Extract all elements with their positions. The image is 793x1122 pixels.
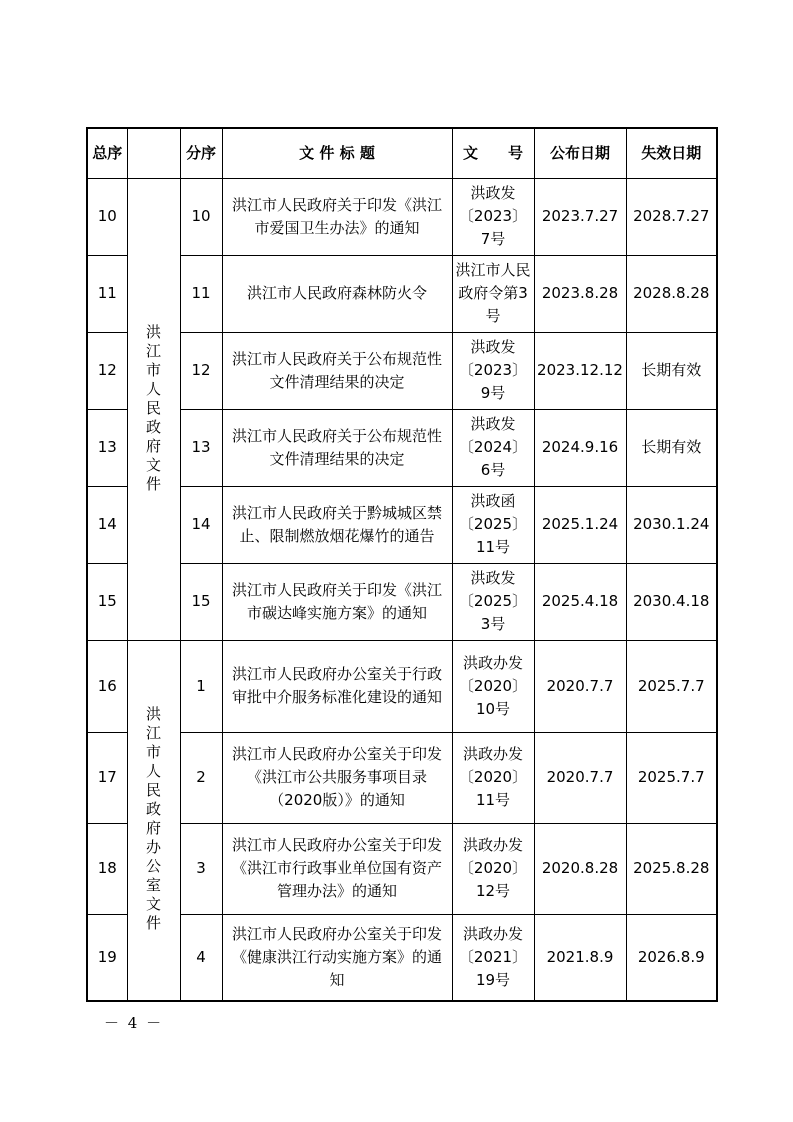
cell-sub: 10: [180, 178, 222, 255]
cell-sub: 1: [180, 640, 222, 732]
cell-sub: 4: [180, 914, 222, 1001]
table-row: [87, 486, 717, 563]
cell-total: 12: [87, 332, 127, 409]
cell-doc-no: 洪政办发〔2021〕19号: [452, 914, 534, 1001]
cell-doc-no: 洪政函〔2025〕11号: [452, 486, 534, 563]
table-header-row: [87, 128, 717, 178]
cell-sub: 13: [180, 409, 222, 486]
cell-sub: 14: [180, 486, 222, 563]
group-cell-office-docs: [127, 640, 180, 1001]
header-expiry-date: 失效日期: [626, 128, 717, 178]
cell-title: 洪江市人民政府办公室关于印发《洪江市行政事业单位国有资产管理办法》的通知: [222, 823, 452, 914]
cell-sub: 12: [180, 332, 222, 409]
cell-publish: 2023.7.27: [534, 178, 626, 255]
cell-publish: 2020.7.7: [534, 732, 626, 823]
cell-total: 17: [87, 732, 127, 823]
cell-title: 洪江市人民政府办公室关于行政审批中介服务标准化建设的通知: [222, 640, 452, 732]
cell-title: 洪江市人民政府办公室关于印发《健康洪江行动实施方案》的通知: [222, 914, 452, 1001]
cell-total: 18: [87, 823, 127, 914]
table-row: [87, 409, 717, 486]
page-number: － 4 －: [104, 1014, 164, 1032]
cell-publish: 2023.12.12: [534, 332, 626, 409]
cell-total: 14: [87, 486, 127, 563]
cell-title: 洪江市人民政府关于印发《洪江市爱国卫生办法》的通知: [222, 178, 452, 255]
cell-expiry: 长期有效: [626, 332, 717, 409]
cell-total: 15: [87, 563, 127, 640]
header-doc-no: 文 号: [452, 128, 534, 178]
cell-doc-no: 洪政办发〔2020〕12号: [452, 823, 534, 914]
cell-publish: 2025.1.24: [534, 486, 626, 563]
cell-publish: 2023.8.28: [534, 255, 626, 332]
header-total-seq: 总序: [87, 128, 127, 178]
cell-sub: 11: [180, 255, 222, 332]
cell-total: 11: [87, 255, 127, 332]
cell-expiry: 2030.4.18: [626, 563, 717, 640]
cell-sub: 3: [180, 823, 222, 914]
table-row: [87, 914, 717, 1001]
header-sub-seq: 分序: [180, 128, 222, 178]
cell-total: 16: [87, 640, 127, 732]
table-row: [87, 255, 717, 332]
group-label: 洪江市人民政府办公室文件: [145, 705, 161, 933]
cell-title: 洪江市人民政府森林防火令: [222, 255, 452, 332]
cell-publish: 2025.4.18: [534, 563, 626, 640]
cell-doc-no: 洪政发〔2025〕3号: [452, 563, 534, 640]
cell-sub: 2: [180, 732, 222, 823]
document-table: [86, 127, 718, 1002]
table-row: [87, 640, 717, 732]
table-row: [87, 563, 717, 640]
cell-total: 19: [87, 914, 127, 1001]
table-row: [87, 332, 717, 409]
cell-expiry: 2025.7.7: [626, 732, 717, 823]
cell-title: 洪江市人民政府办公室关于印发《洪江市公共服务事项目录（2020版）》的通知: [222, 732, 452, 823]
cell-publish: 2024.9.16: [534, 409, 626, 486]
cell-doc-no: 洪政办发〔2020〕10号: [452, 640, 534, 732]
cell-publish: 2020.8.28: [534, 823, 626, 914]
cell-total: 13: [87, 409, 127, 486]
table-row: [87, 823, 717, 914]
cell-title: 洪江市人民政府关于黔城城区禁止、限制燃放烟花爆竹的通告: [222, 486, 452, 563]
cell-doc-no: 洪政发〔2024〕6号: [452, 409, 534, 486]
header-title: 文 件 标 题: [222, 128, 452, 178]
cell-expiry: 2025.7.7: [626, 640, 717, 732]
table-row: [87, 732, 717, 823]
cell-doc-no: 洪政发〔2023〕7号: [452, 178, 534, 255]
header-blank: [127, 128, 180, 178]
cell-expiry: 2028.7.27: [626, 178, 717, 255]
cell-doc-no: 洪政发〔2023〕9号: [452, 332, 534, 409]
cell-expiry: 2028.8.28: [626, 255, 717, 332]
cell-title: 洪江市人民政府关于印发《洪江市碳达峰实施方案》的通知: [222, 563, 452, 640]
cell-publish: 2020.7.7: [534, 640, 626, 732]
cell-total: 10: [87, 178, 127, 255]
cell-expiry: 2026.8.9: [626, 914, 717, 1001]
table-row: [87, 178, 717, 255]
cell-doc-no: 洪江市人民政府令第3号: [452, 255, 534, 332]
cell-sub: 15: [180, 563, 222, 640]
group-label: 洪江市人民政府文件: [145, 322, 161, 493]
cell-expiry: 2030.1.24: [626, 486, 717, 563]
group-cell-gov-docs: [127, 178, 180, 640]
cell-expiry: 长期有效: [626, 409, 717, 486]
cell-expiry: 2025.8.28: [626, 823, 717, 914]
cell-title: 洪江市人民政府关于公布规范性文件清理结果的决定: [222, 332, 452, 409]
cell-doc-no: 洪政办发〔2020〕11号: [452, 732, 534, 823]
cell-title: 洪江市人民政府关于公布规范性文件清理结果的决定: [222, 409, 452, 486]
cell-publish: 2021.8.9: [534, 914, 626, 1001]
header-publish-date: 公布日期: [534, 128, 626, 178]
